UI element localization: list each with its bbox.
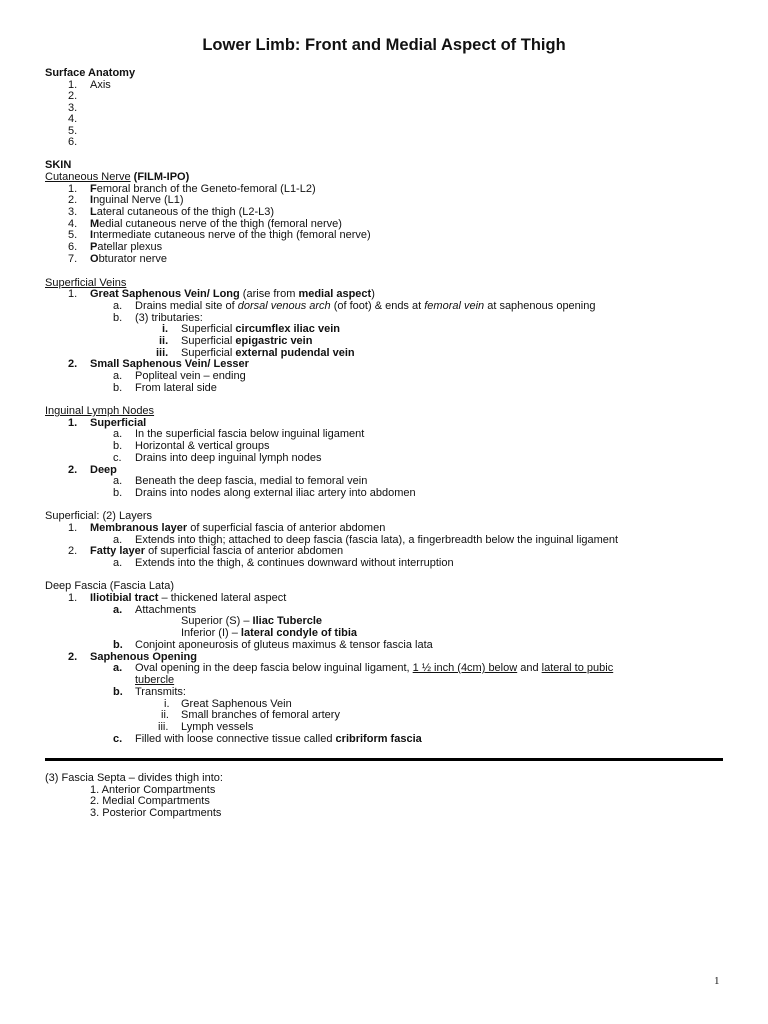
text-run: Drains medial site of [135, 300, 238, 312]
sub-item: Popliteal vein – ending [135, 370, 246, 382]
section-heading-lymph-nodes: Inguinal Lymph Nodes [45, 405, 155, 417]
sub-label: b. [113, 382, 123, 394]
list-item-text: atellar plexus [97, 241, 163, 253]
mnemonic-initial: P [90, 241, 98, 253]
text-run: Great Saphenous Vein/ Long [90, 288, 240, 300]
list-item-text: edial cutaneous nerve of the thigh (femoral nerve) [99, 218, 342, 230]
sub-item: Attachments [135, 604, 197, 616]
mnemonic-initial: M [90, 218, 100, 230]
text-run: at saphenous opening [484, 300, 596, 312]
sub-label: c. [113, 733, 123, 745]
text-run: Inferior (I) – [181, 627, 241, 639]
text-run: (arise from [239, 288, 299, 300]
sub-label: a. [113, 662, 123, 674]
text-run: lateral to pubic [541, 662, 614, 674]
sub-item: Extends into the thigh, & continues downward without interruption [135, 557, 454, 569]
mnemonic-initial: F [90, 183, 97, 195]
tributary-item [181, 323, 340, 335]
list-item: 4. [68, 113, 78, 125]
section-heading-surface-anatomy: Surface Anatomy [45, 67, 136, 79]
sub-item: Beneath the deep fascia, medial to femoral vein [135, 475, 368, 487]
list-num: 2. [68, 464, 78, 476]
list-item: 1. Anterior Compartments [90, 784, 216, 796]
sub-item: Horizontal & vertical groups [135, 440, 270, 452]
sub-label: c. [113, 452, 122, 464]
horizontal-divider [45, 758, 723, 761]
list-item [90, 229, 371, 241]
mnemonic-initial: I [90, 229, 94, 241]
section-heading-deep-fascia: Deep Fascia (Fascia Lata) [45, 580, 174, 592]
text-run: Filled with loose connective tissue called [135, 733, 336, 745]
sub-label: b. [113, 686, 123, 698]
mnemonic: (FILM-IPO) [133, 171, 190, 183]
list-item: 2. [68, 90, 78, 102]
page-title: Lower Limb: Front and Medial Aspect of Thigh [202, 36, 566, 54]
list-num: 3. [68, 206, 78, 218]
list-item-text: ateral cutaneous of the thigh (L2-L3) [96, 206, 275, 218]
roman-num: iii. [158, 721, 169, 733]
roman-num: ii. [161, 709, 169, 721]
mnemonic-initial: L [90, 206, 97, 218]
text-run: lateral condyle of tibia [240, 627, 358, 639]
sub-item: (3) tributaries: [135, 312, 203, 324]
list-num: 1. [68, 183, 78, 195]
list-item [90, 241, 162, 253]
text-run: medial aspect [298, 288, 372, 300]
text-run: and [517, 662, 542, 674]
list-num: 1. [68, 417, 78, 429]
text-run: (of foot) & ends at [330, 300, 425, 312]
transmits-item: Lymph vessels [181, 721, 254, 733]
text-run: Superficial [181, 323, 236, 335]
gsv-line [90, 288, 375, 300]
section-heading-superficial-layers: Superficial: (2) Layers [45, 510, 152, 522]
sub-label: a. [113, 300, 123, 312]
sub-label: a. [113, 534, 123, 546]
list-item: 1. [68, 79, 78, 91]
text-run: circumflex iliac vein [235, 323, 340, 335]
sub-item: Conjoint aponeurosis of gluteus maximus & tensor fascia lata [135, 639, 433, 651]
list-item-text: Axis [90, 79, 111, 91]
list-item [90, 194, 184, 206]
list-num: 6. [68, 241, 78, 253]
membranous-layer [90, 522, 385, 534]
sub-label: a. [113, 475, 123, 487]
list-num: 1. [68, 522, 78, 534]
list-num: 1. [68, 592, 78, 604]
list-item: 5. [68, 125, 78, 137]
text-run: Fatty layer [90, 545, 146, 557]
lymph-superficial: Superficial [90, 417, 147, 429]
text-run: femoral vein [424, 300, 485, 312]
sub-label: b. [113, 639, 123, 651]
text-run: cribriform fascia [335, 733, 422, 745]
roman-num: i. [164, 698, 170, 710]
sub-label: a. [113, 428, 123, 440]
section-heading-superficial-veins: Superficial Veins [45, 277, 127, 289]
list-num: 1. [68, 288, 78, 300]
list-num: 4. [68, 218, 78, 230]
sub-item: From lateral side [135, 382, 217, 394]
fatty-layer [90, 545, 343, 557]
roman-num: ii. [159, 335, 169, 347]
sub-item: Drains into nodes along external iliac artery into abdomen [135, 487, 416, 499]
sub-item: In the superficial fascia below inguinal ligament [135, 428, 365, 440]
sub-label: a. [113, 370, 123, 382]
attachment-superior [181, 615, 322, 627]
text-run: Membranous layer [90, 522, 188, 534]
text-run: of superficial fascia of anterior abdomen [187, 522, 386, 534]
list-num: 5. [68, 229, 78, 241]
text-run: of superficial fascia of anterior abdomen [145, 545, 344, 557]
sub-item: Extends into thigh; attached to deep fascia (fascia lata), a fingerbreadth below the inguinal ligament [135, 534, 619, 546]
list-num: 2. [68, 194, 78, 206]
mnemonic-initial: I [90, 194, 94, 206]
list-item: 3. Posterior Compartments [90, 807, 222, 819]
ssv-heading: Small Saphenous Vein/ Lesser [90, 358, 249, 370]
text-run: Oval opening in the deep fascia below inguinal ligament, [135, 662, 413, 674]
cutaneous-nerve-label: Cutaneous Nerve [45, 171, 131, 183]
list-num: 2. [68, 358, 78, 370]
text-run: Superior (S) – [181, 615, 253, 627]
list-item [90, 206, 274, 218]
sub-label: b. [113, 440, 123, 452]
text-run: 1 ½ inch (4cm) below [412, 662, 518, 674]
list-item: 2. Medial Compartments [90, 795, 210, 807]
sub-label: b. [113, 312, 123, 324]
text-run: dorsal venous arch [237, 300, 331, 312]
roman-num: iii. [156, 347, 169, 359]
text-run: – thickened lateral aspect [158, 592, 287, 604]
sub-item [135, 662, 613, 674]
roman-num: i. [162, 323, 169, 335]
sub-label: a. [113, 557, 123, 569]
sub-label: b. [113, 487, 123, 499]
mnemonic-initial: O [90, 253, 99, 265]
list-num: 2. [68, 651, 78, 663]
attachment-inferior [181, 627, 357, 639]
sub-label: a. [113, 604, 123, 616]
list-item-text: nguinal Nerve (L1) [93, 194, 184, 206]
list-num: 2. [68, 545, 78, 557]
text-run: Superficial [181, 347, 236, 359]
list-item: 6. [68, 136, 78, 148]
text-run: external pudendal vein [235, 347, 355, 359]
cutaneous-nerve-heading [45, 171, 189, 183]
text-run: Iliotibial tract [90, 592, 159, 604]
list-item-text: ntermediate cutaneous nerve of the thigh (femoral nerve) [93, 229, 371, 241]
text-run: ) [371, 288, 375, 300]
text-run: Iliac Tubercle [252, 615, 323, 627]
section-heading-fascia-septa: (3) Fascia Septa – divides thigh into: [45, 772, 223, 784]
text-run: Superficial [181, 335, 236, 347]
list-num: 7. [68, 253, 78, 265]
transmits-item: Great Saphenous Vein [181, 698, 292, 710]
transmits-item: Small branches of femoral artery [181, 709, 340, 721]
saphenous-opening: Saphenous Opening [90, 651, 197, 663]
list-item-text: bturator nerve [98, 253, 168, 265]
sub-item [135, 733, 422, 745]
sub-item: Transmits: [135, 686, 186, 698]
page-number: 1 [714, 975, 720, 987]
text-run: epigastric vein [235, 335, 313, 347]
tributary-item [181, 335, 312, 347]
sub-item [135, 300, 595, 312]
sub-item-cont: tubercle [135, 674, 175, 686]
lymph-deep: Deep [90, 464, 117, 476]
sub-item: Drains into deep inguinal lymph nodes [135, 452, 322, 464]
iliotibial-tract [90, 592, 286, 604]
list-item [90, 253, 167, 265]
list-item-text: emoral branch of the Geneto-femoral (L1-L2) [96, 183, 316, 195]
section-heading-skin: SKIN [45, 159, 72, 171]
list-item: 3. [68, 102, 78, 114]
